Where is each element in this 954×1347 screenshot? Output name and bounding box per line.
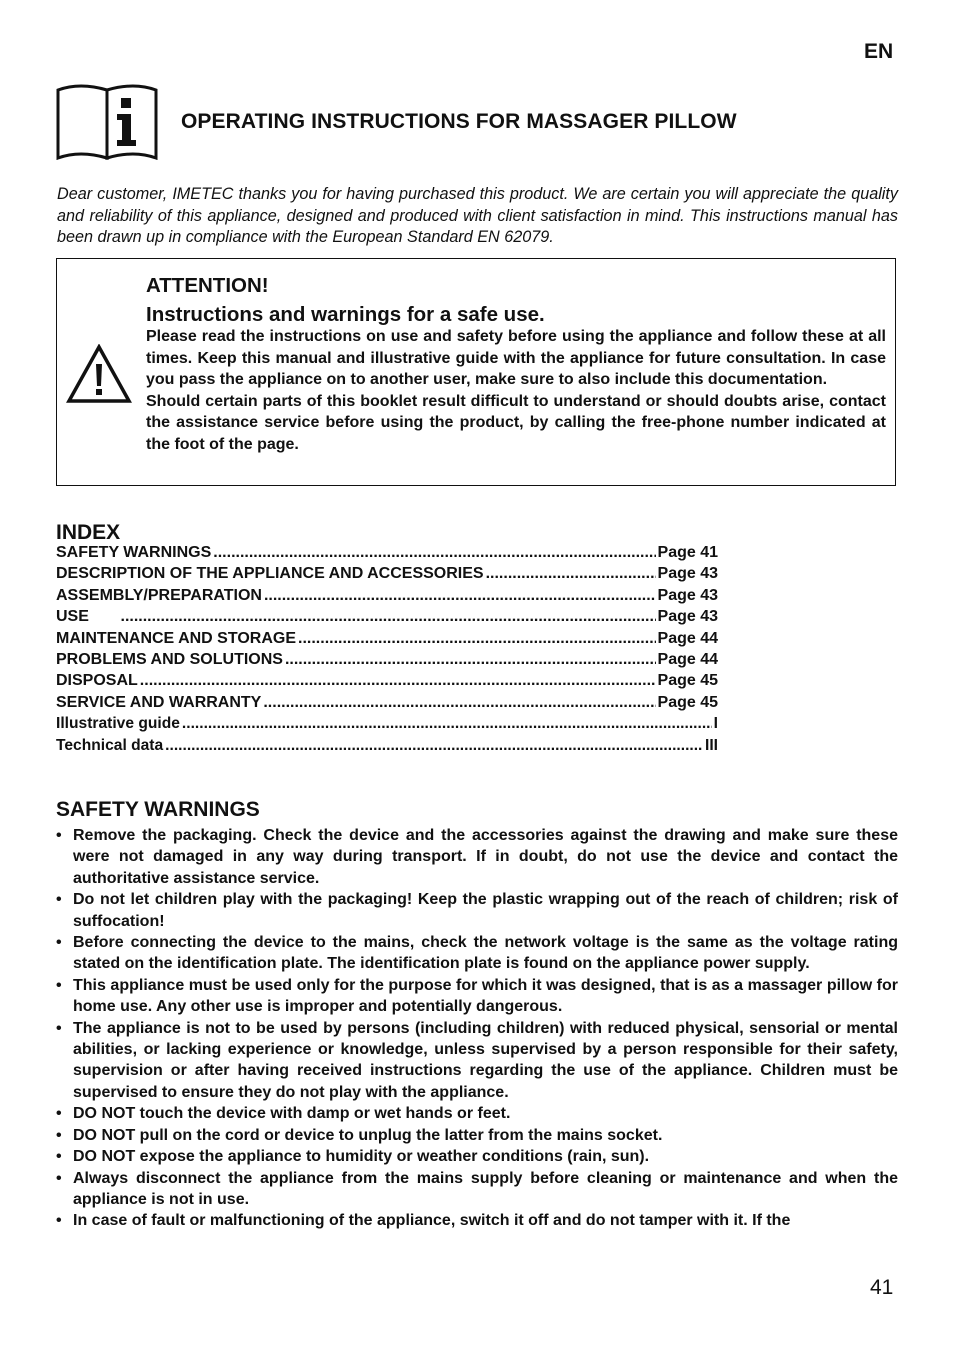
index-leader-dots — [121, 606, 656, 627]
index-item-page: Page 45 — [657, 672, 718, 690]
safety-warning-item: • The appliance is not to be used by persons (including children) with reduced physical, sensorial or mental abilities, or lacking experience or knowledge, unless supervised by a person responsible for their safety, supervision or after having received instructions regarding the use of the appliance. Children must be supervised to ensure they do not play with the appliance. — [56, 1018, 898, 1104]
safety-warning-item: • DO NOT expose the appliance to humidity or weather conditions (rain, sun). — [56, 1146, 898, 1167]
index-item-page: Page 44 — [657, 650, 718, 668]
info-manual-icon — [55, 82, 160, 160]
attention-subtitle: Instructions and warnings for a safe use. — [146, 303, 545, 326]
index-leader-dots — [285, 649, 656, 670]
safety-warning-item: • Before connecting the device to the mains, check the network voltage is the same as the voltage rating stated on the identification plate. The identification plate is found on the appliance power supply. — [56, 932, 898, 975]
index-leader-dots — [140, 670, 656, 691]
index-item-label: MAINTENANCE AND STORAGE — [56, 629, 297, 647]
index-item-label: SAFETY WARNINGS — [56, 544, 212, 561]
safety-warnings-title: SAFETY WARNINGS — [56, 798, 260, 821]
index-item-label: Technical data — [56, 736, 164, 754]
index-item-page: Page 43 — [657, 565, 718, 583]
index-item — [56, 713, 718, 734]
index-item-label: SERVICE AND WARRANTY — [56, 693, 262, 711]
safety-warning-item: • Remove the packaging. Check the device and the accessories against the drawing and make sure these were not damaged in any way during transport. If in doubt, do not use the device and contact the authoritative assistance service. — [56, 825, 898, 889]
safety-warning-item: • This appliance must be used only for the purpose for which it was designed, that is as a massager pillow for home use. Any other use is improper and potentially dangerous. — [56, 975, 898, 1018]
index-item-page: Page 41 — [657, 544, 718, 561]
safety-warning-item: • Do not let children play with the packaging! Keep the plastic wrapping out of the reach of children; risk of suffocation! — [56, 889, 898, 932]
safety-warning-item: • Always disconnect the appliance from the mains supply before cleaning or maintenance and when the appliance is not in use. — [56, 1168, 898, 1211]
index-item-label: Illustrative guide — [56, 715, 180, 733]
index-item — [56, 735, 718, 756]
index-item — [56, 606, 718, 627]
index-item-label: DESCRIPTION OF THE APPLIANCE AND ACCESSORIES — [56, 565, 484, 583]
attention-title: ATTENTION! — [146, 274, 269, 297]
index-item-page: Page 43 — [657, 608, 718, 626]
index-list — [56, 542, 718, 756]
index-leader-dots — [298, 628, 656, 649]
index-item — [56, 670, 718, 691]
language-tag: EN — [864, 40, 894, 63]
index-title: INDEX — [56, 521, 121, 544]
index-item-page: III — [705, 736, 718, 754]
index-item — [56, 542, 718, 563]
document-title: OPERATING INSTRUCTIONS FOR MASSAGER PILLOW — [181, 110, 737, 133]
index-item — [56, 649, 718, 670]
index-item-label: PROBLEMS AND SOLUTIONS — [56, 650, 283, 668]
index-item-label: USE — [56, 608, 89, 626]
index-leader-dots — [182, 713, 712, 734]
safety-warning-item: • DO NOT pull on the cord or device to unplug the latter from the mains socket. — [56, 1125, 898, 1146]
index-item-label: DISPOSAL — [56, 672, 138, 690]
attention-paragraph-1: Please read the instructions on use and safety before using the appliance and follow these at all times. Keep this manual and illustrative guide with the appliance for future consultation. In case you pass the appliance on to another user, make sure to also include this documentation. — [146, 328, 886, 388]
index-item-page: I — [713, 715, 718, 733]
index-leader-dots — [165, 735, 703, 756]
attention-paragraph-2: Should certain parts of this booklet result difficult to understand or should doubts arise, contact the assistance service before using the product, by calling the free-phone number indicated at the foot of the page. — [146, 392, 886, 453]
index-item-page: Page 43 — [657, 586, 718, 604]
index-item — [56, 585, 718, 606]
index-item-page: Page 45 — [657, 693, 718, 711]
safety-warnings-list — [56, 825, 898, 1232]
attention-body — [146, 326, 886, 455]
intro-paragraph: Dear customer, IMETEC thanks you for having purchased this product. We are certain you will appreciate the quality and reliability of this appliance, designed and produced with client satisfaction in mind. This instructions manual has been drawn up in compliance with the European Standard EN 62079. — [57, 185, 898, 246]
safety-warning-item: • DO NOT touch the device with damp or wet hands or feet. — [56, 1103, 898, 1124]
safety-warning-item: • In case of fault or malfunctioning of the appliance, switch it off and do not tamper with it. If the — [56, 1210, 898, 1231]
index-item — [56, 563, 718, 584]
index-item-label: ASSEMBLY/PREPARATION — [56, 586, 262, 604]
index-leader-dots — [486, 563, 656, 584]
attention-heading — [146, 271, 545, 329]
page-number: 41 — [870, 1276, 894, 1299]
index-leader-dots — [264, 585, 656, 606]
index-leader-dots — [213, 542, 655, 563]
warning-triangle-icon — [66, 344, 132, 404]
index-item — [56, 628, 718, 649]
index-item — [56, 692, 718, 713]
index-leader-dots — [263, 692, 655, 713]
index-item-page: Page 44 — [657, 629, 718, 647]
